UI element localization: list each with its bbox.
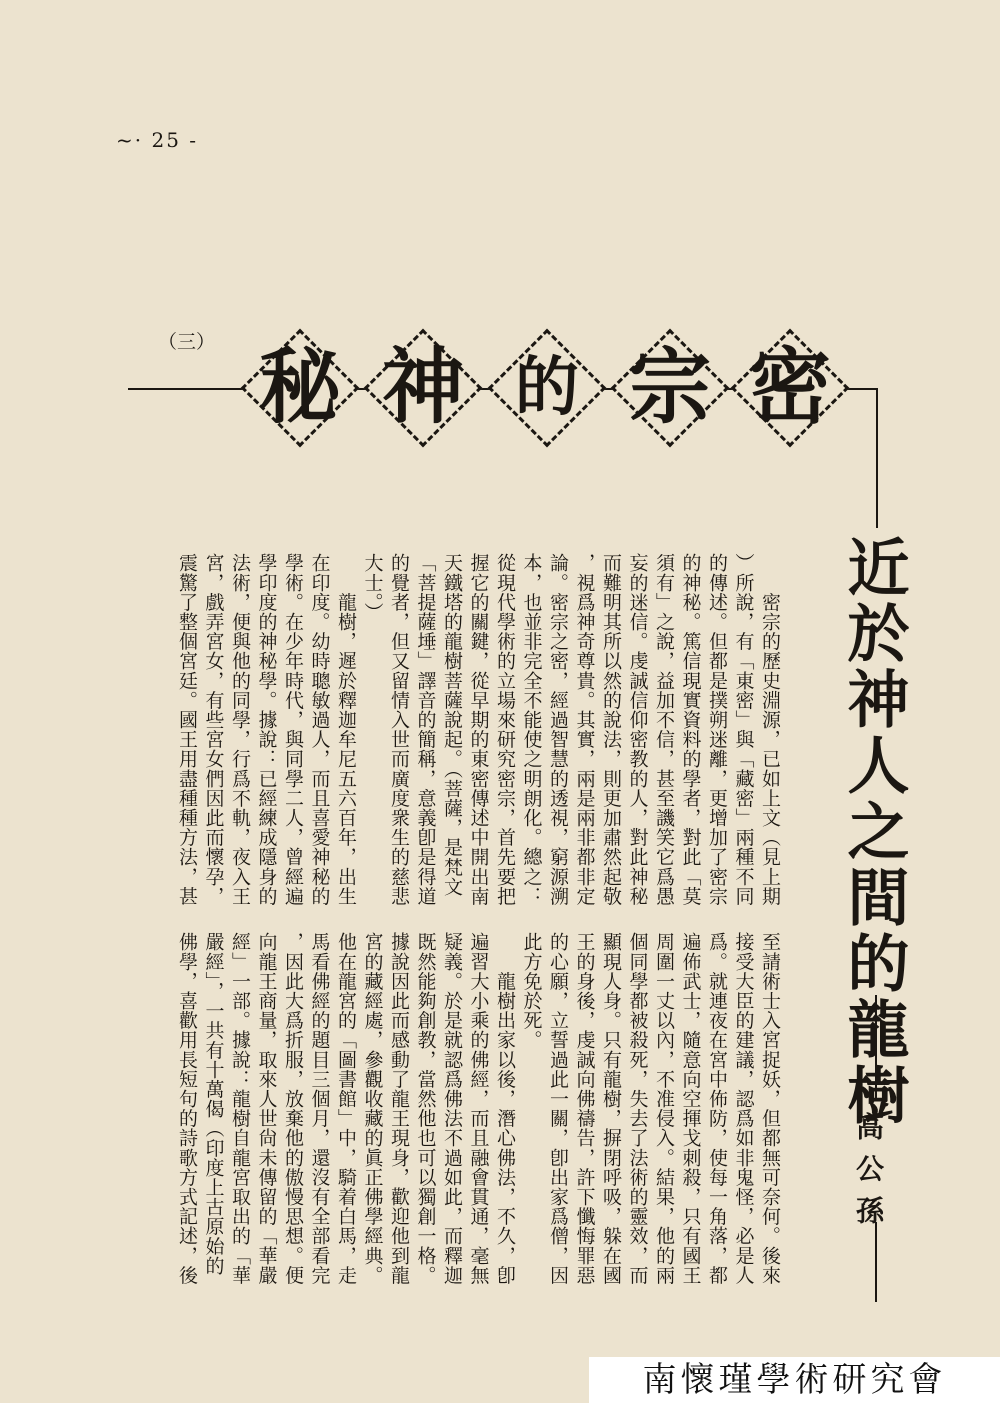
paragraph: 龍樹，遲於釋迦牟尼五六百年，出生 在印度。幼時聰敏過人，而且喜愛神秘的 學術。在少年時代，與同學二人，曾經遍 學印度的神秘學。據說：已經練成隱身的 法術，便與他的同學，行爲不軌，夜入王 宮，戲弄宮女，有些宮女們因此而懷孕， 震驚了整個宮廷。國王用盡種種方法，甚 [176,553,357,906]
upper-text-block [176,553,783,923]
series-mark: （三） [158,331,216,353]
title-char-text: 神 [381,340,464,435]
publisher-watermark: 南懷瑾學術研究會 [589,1357,1000,1403]
title-rule-vertical [876,388,878,528]
paragraph: 密宗的歷史淵源，已如上文（見上期 ）所說，有「東密」與「藏密」兩種不同 的傳述。但都是撲朔迷離，更增加了密宗 的神秘。篤信現實資料的學者，對此「莫 須有」之說，益加不信，甚至譏笑它爲愚 妄的迷信。虔誠信仰密教的人，對此神秘 而難明其所以然的說法，則更加肅然起敬 ，視爲神奇尊貴。其實，兩是兩非都非定 論。密宗之密，經過智慧的透視，窮源溯 本，也並非完全不能使之明朗化。總之： 從現代學術的立場來研究密宗，首先要把 握它的關鍵，從早期的東密傳述中開出南 天鐵塔的龍樹菩薩說起。（菩薩，是梵文 「菩提薩埵」譯音的簡稱，意義卽是得道 的覺者，但又留情入世而廣度衆生的慈悲 大士。） [361,553,781,906]
lower-text-block [176,932,783,1297]
title-char-3 [487,328,607,448]
page-number: ~· 25 - [116,128,199,152]
title-char-text: 秘 [258,340,341,435]
paragraph: 至請術士入宮捉妖，但都無可奈何。後來 接受大臣的建議，認爲如非鬼怪，必是人 爲。就連夜在宮中佈防，使每一角落，都 遍佈武士，隨意向空揮戈刺殺，只有國王 周圍一丈以內，不准侵入。結果，他的兩 個同學都被殺死，失去了法術的靈效，而 顯現人身。只有龍樹，摒閉呼吸，躲在國 王的身後，虔誠向佛禱告，許下懺悔罪惡 的心願，立誓過此一關，卽出家爲僧，因 此方免於死。 [520,932,781,1285]
author-name: 高公孫 [852,1112,885,1238]
title-char-text: 宗 [628,340,711,435]
title-char-2 [610,328,730,448]
paragraph: 龍樹出家以後，潛心佛法，不久，卽 遍習大小乘的佛經，而且融會貫通，毫無 疑義。於是就認爲佛法不過如此，而釋迦 既然能夠創教，當然他也可以獨創一格。 據說因此而感動了龍王現身，歡迎他到龍 宮的藏經處，參觀收藏的眞正佛學經典。 他在龍宮的「圖書館」中，騎着白馬，走 馬看佛經的題目三個月，還沒有全部看完 ，因此大爲折服，放棄他的傲慢思想。便 向龍王商量，取來人世尙未傳留的「華嚴 經」一部。據說：龍樹自龍宮取出的「華 嚴經」，一共有十萬偈（印度上古原始的 佛學，喜歡用長短句的詩歌方式記述，後 [176,932,516,1285]
title-char-text: 密 [748,340,831,435]
author-rule-top [875,995,877,1099]
title-char-5 [240,328,360,448]
title-char-text: 的 [515,351,579,425]
title-char-1 [730,328,850,448]
subtitle: 近於神人之間的龍樹 [837,535,910,1129]
title-char-4 [363,328,483,448]
author-rule-bottom [875,1222,877,1302]
